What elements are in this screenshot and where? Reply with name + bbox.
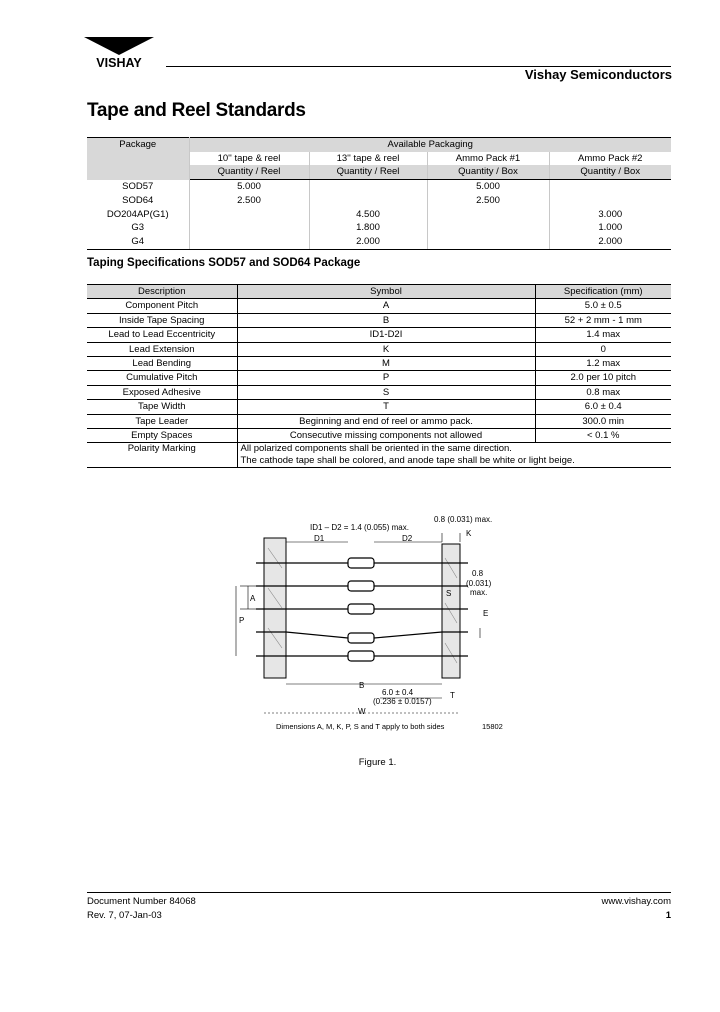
sub-header: Quantity / Reel: [309, 165, 427, 179]
qty-cell: [427, 235, 549, 249]
available-packaging-header: Available Packaging: [189, 138, 671, 152]
spec-symbol: P: [237, 371, 535, 385]
spec-description: Lead to Lead Eccentricity: [87, 328, 237, 342]
figure-caption: Figure 1.: [358, 757, 397, 768]
section-title: Taping Specifications SOD57 and SOD64 Package: [87, 257, 361, 269]
qty-cell: 5.000: [427, 180, 549, 194]
page-title: Tape and Reel Standards: [87, 100, 306, 121]
table-row: [87, 194, 671, 208]
spec-description: Polarity Marking: [87, 443, 237, 468]
sub-header: Quantity / Box: [549, 165, 671, 179]
label-b: B: [359, 681, 365, 690]
label-s-dim: 0.8: [472, 569, 484, 578]
label-k: K: [466, 529, 472, 538]
table-row: [87, 235, 671, 249]
spec-description: Lead Extension: [87, 342, 237, 356]
page-number: 1: [665, 910, 671, 921]
spec-description: Exposed Adhesive: [87, 385, 237, 399]
spec-description: Lead Bending: [87, 357, 237, 371]
revision: Rev. 7, 07-Jan-03: [87, 910, 162, 921]
spec-value: 1.2 max: [535, 357, 671, 371]
spec-symbol: K: [237, 342, 535, 356]
vishay-logo: [84, 37, 154, 77]
qty-cell: 3.000: [598, 208, 623, 220]
table-row: [87, 357, 671, 371]
label-d1: D1: [314, 534, 325, 543]
label-a: A: [250, 594, 256, 603]
spec-symbol: A: [237, 299, 535, 313]
spec-value: 52 + 2 mm - 1 mm: [535, 313, 671, 327]
qty-cell: [549, 194, 671, 208]
spec-symbol: ID1-D2I: [237, 328, 535, 342]
polarity-line: The cathode tape shall be colored, and anode tape shall be white or light beige.: [240, 455, 575, 467]
table-row: [87, 328, 671, 342]
package-cell: DO204AP(G1): [87, 208, 189, 222]
column-header: 10'' tape & reel: [189, 152, 309, 166]
table-row: [87, 180, 671, 194]
spec-symbol: Beginning and end of reel or ammo pack.: [237, 414, 535, 428]
label-d2: D2: [402, 534, 413, 543]
label-t-dim: 6.0 ± 0.4: [382, 688, 414, 697]
table-row: [87, 208, 671, 222]
spec-value: 2.0 per 10 pitch: [535, 371, 671, 385]
document-number: Document Number 84068: [87, 896, 196, 907]
spec-value: < 0.1 %: [535, 429, 671, 443]
qty-cell: [427, 208, 549, 222]
qty-cell: [309, 194, 427, 208]
package-header: Package: [87, 138, 189, 180]
table-row: [87, 414, 671, 428]
label-s-dim: (0.031): [466, 579, 492, 588]
spec-symbol: S: [237, 385, 535, 399]
footer-rule: [87, 892, 671, 893]
label-p: P: [239, 616, 245, 625]
website-link[interactable]: www.vishay.com: [601, 896, 671, 907]
spec-description: Component Pitch: [87, 299, 237, 313]
table-row: [87, 429, 671, 443]
table-row: [87, 299, 671, 313]
qty-cell: 4.500: [309, 208, 427, 222]
spec-value: 0: [535, 342, 671, 356]
qty-cell: 2.500: [427, 194, 549, 208]
spec-description: Tape Leader: [87, 414, 237, 428]
polarity-line: All polarized components shall be oriented in the same direction.: [240, 443, 512, 455]
label-w: W: [358, 707, 366, 716]
label-e: E: [483, 609, 489, 618]
label-s-dim: max.: [470, 588, 488, 597]
figure-code: 15802: [482, 722, 503, 731]
sub-header: Quantity / Reel: [189, 165, 309, 179]
qty-cell: [427, 221, 549, 235]
spec-description: Cumulative Pitch: [87, 371, 237, 385]
table-row: [87, 385, 671, 399]
column-header: 13'' tape & reel: [309, 152, 427, 166]
table-row: [87, 400, 671, 414]
spec-value: 5.0 ± 0.5: [535, 299, 671, 313]
company-name: Vishay Semiconductors: [524, 67, 672, 82]
label-s: S: [446, 589, 452, 598]
label-t: T: [450, 691, 455, 700]
table-row: [87, 221, 671, 235]
spec-value: 0.8 max: [535, 385, 671, 399]
table-row: [87, 342, 671, 356]
label-d12: ID1 – D2 = 1.4 (0.055) max.: [310, 523, 409, 532]
column-header: Ammo Pack #1: [427, 152, 549, 166]
spec-symbol: T: [237, 400, 535, 414]
table-row: [87, 443, 671, 468]
spec-table: [87, 284, 671, 468]
table-row: [87, 313, 671, 327]
qty-cell: [189, 235, 309, 249]
package-cell: SOD64: [87, 194, 189, 208]
spec-description: Empty Spaces: [87, 429, 237, 443]
qty-cell: 1.000: [598, 222, 623, 234]
label-t-dim: (0.236 ± 0.0157): [373, 697, 432, 706]
spec-header: Description: [87, 285, 237, 299]
table-row: [87, 371, 671, 385]
column-header: Ammo Pack #2: [578, 152, 643, 164]
spec-description: Inside Tape Spacing: [87, 313, 237, 327]
qty-cell: [549, 180, 671, 194]
polarity-text: [237, 443, 671, 468]
logo-text: VISHAY: [96, 56, 142, 70]
spec-description: Tape Width: [87, 400, 237, 414]
package-cell: SOD57: [87, 180, 189, 194]
qty-cell: [309, 180, 427, 194]
spec-header: Specification (mm): [535, 285, 671, 299]
spec-header: Symbol: [237, 285, 535, 299]
qty-cell: [189, 221, 309, 235]
spec-symbol: B: [237, 313, 535, 327]
qty-cell: 5.000: [189, 180, 309, 194]
package-cell: G3: [87, 221, 189, 235]
figure-note: Dimensions A, M, K, P, S and T apply to both sides: [276, 722, 445, 731]
spec-symbol: Consecutive missing components not allowed: [237, 429, 535, 443]
packaging-table: [87, 137, 671, 250]
qty-cell: 2.500: [189, 194, 309, 208]
spec-value: 300.0 min: [535, 414, 671, 428]
qty-cell: 2.000: [549, 235, 671, 249]
qty-cell: [189, 208, 309, 222]
sub-header: Quantity / Box: [427, 165, 549, 179]
qty-cell: 1.800: [309, 221, 427, 235]
label-k-dim: 0.8 (0.031) max.: [434, 515, 493, 524]
spec-value: 6.0 ± 0.4: [535, 400, 671, 414]
spec-symbol: M: [237, 357, 535, 371]
qty-cell: 2.000: [309, 235, 427, 249]
package-cell: G4: [87, 235, 189, 249]
spec-value: 1.4 max: [535, 328, 671, 342]
taping-diagram: [230, 508, 530, 736]
